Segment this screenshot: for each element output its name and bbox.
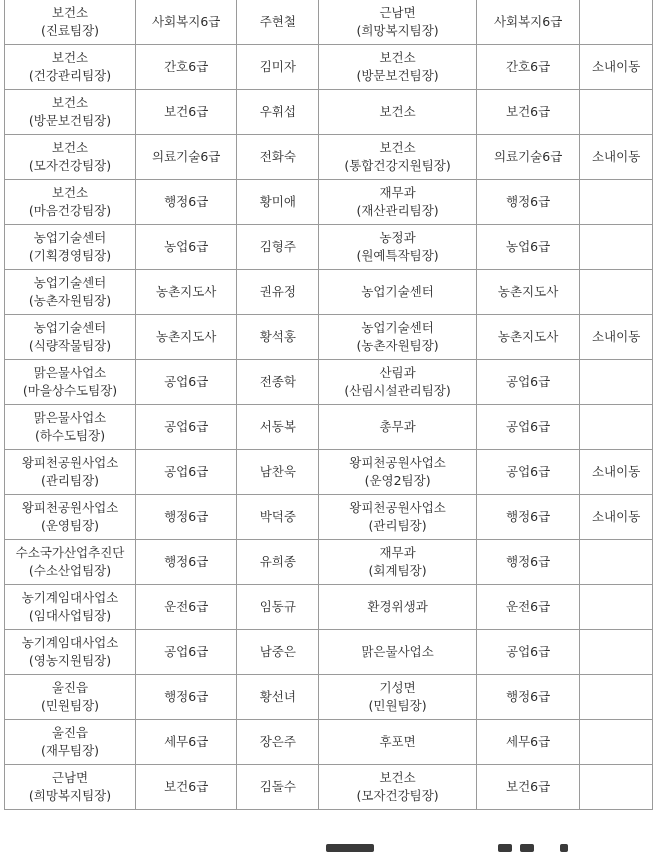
grade-cell xyxy=(136,315,237,360)
new-post-cell-text: 왕피천공원사업소 xyxy=(349,455,446,470)
current-post-cell-text: (방문보건팀장) xyxy=(28,113,112,128)
new-grade-cell xyxy=(476,765,579,810)
page-edge xyxy=(656,0,660,854)
new-grade-cell-text: 공업6급 xyxy=(506,374,551,389)
grade-cell xyxy=(136,540,237,585)
name-cell-text: 김형주 xyxy=(259,239,296,254)
name-cell xyxy=(237,45,319,90)
name-cell xyxy=(237,90,319,135)
name-cell xyxy=(237,540,319,585)
current-post-cell-text: 농업기술센터 xyxy=(33,275,107,290)
new-post-cell xyxy=(319,315,477,360)
grade-cell xyxy=(136,180,237,225)
new-grade-cell xyxy=(476,0,579,45)
current-post-cell-text: 근남면 xyxy=(51,770,89,785)
new-post-cell-text: 보건소 xyxy=(379,50,416,65)
new-grade-cell xyxy=(476,135,579,180)
current-post-cell-text: (마음건강팀장) xyxy=(28,203,112,218)
grade-cell xyxy=(136,0,237,45)
current-post-cell xyxy=(5,450,136,495)
new-post-cell-text: 기성면 xyxy=(379,680,416,695)
new-grade-cell xyxy=(476,180,579,225)
current-post-cell xyxy=(5,225,136,270)
name-cell-text: 전종학 xyxy=(259,374,296,389)
new-post-cell-text: (재산관리팀장) xyxy=(356,203,439,218)
note-cell xyxy=(580,180,653,225)
grade-cell xyxy=(136,630,237,675)
new-post-cell xyxy=(319,450,477,495)
grade-cell-text: 농업6급 xyxy=(164,239,209,254)
new-post-cell xyxy=(319,765,477,810)
new-post-cell xyxy=(319,405,477,450)
new-grade-cell-text: 세무6급 xyxy=(506,734,551,749)
name-cell xyxy=(237,270,319,315)
new-post-cell-text: 재무과 xyxy=(379,185,416,200)
note-cell xyxy=(580,450,653,495)
current-post-cell-text: 울진읍 xyxy=(51,680,89,695)
new-post-cell xyxy=(319,720,477,765)
new-post-cell-text: 보건소 xyxy=(379,140,416,155)
name-cell xyxy=(237,630,319,675)
current-post-cell-text: (수소산업팀장) xyxy=(28,563,112,578)
new-grade-cell-text: 행정6급 xyxy=(506,554,551,569)
new-post-cell xyxy=(319,135,477,180)
new-grade-cell-text: 사회복지6급 xyxy=(493,14,563,29)
new-post-cell-text: 환경위생과 xyxy=(367,599,428,614)
current-post-cell xyxy=(5,585,136,630)
table-row xyxy=(5,180,653,225)
new-post-cell-text: 농업기술센터 xyxy=(361,320,434,335)
name-cell-text: 황선녀 xyxy=(259,689,296,704)
current-post-cell-text: (진료팀장) xyxy=(40,23,100,38)
current-post-cell-text: 농업기술센터 xyxy=(33,230,107,245)
new-grade-cell-text: 보건6급 xyxy=(506,779,551,794)
new-grade-cell xyxy=(476,270,579,315)
grade-cell-text: 공업6급 xyxy=(164,374,209,389)
note-cell xyxy=(580,765,653,810)
note-cell xyxy=(580,45,653,90)
new-post-cell-text: (통합건강지원팀장) xyxy=(344,158,451,173)
current-post-cell xyxy=(5,135,136,180)
new-grade-cell xyxy=(476,315,579,360)
grade-cell xyxy=(136,495,237,540)
note-cell xyxy=(580,405,653,450)
table-row xyxy=(5,495,653,540)
note-cell xyxy=(580,315,653,360)
current-post-cell-text: 수소국가산업추진단 xyxy=(15,545,125,560)
personnel-table xyxy=(4,0,653,810)
grade-cell-text: 세무6급 xyxy=(164,734,209,749)
grade-cell xyxy=(136,135,237,180)
new-post-cell-text: 농업기술센터 xyxy=(361,284,434,299)
new-post-cell-text: 보건소 xyxy=(379,104,416,119)
name-cell-text: 유희종 xyxy=(259,554,296,569)
current-post-cell xyxy=(5,720,136,765)
name-cell-text: 김돌수 xyxy=(259,779,296,794)
table-row xyxy=(5,270,653,315)
name-cell xyxy=(237,720,319,765)
new-grade-cell xyxy=(476,45,579,90)
personnel-table-body xyxy=(5,0,653,810)
grade-cell-text: 행정6급 xyxy=(164,509,209,524)
current-post-cell-text: 왕피천공원사업소 xyxy=(21,500,119,515)
table-row xyxy=(5,765,653,810)
new-post-cell xyxy=(319,270,477,315)
name-cell xyxy=(237,135,319,180)
current-post-cell xyxy=(5,540,136,585)
grade-cell xyxy=(136,450,237,495)
grade-cell-text: 보건6급 xyxy=(164,104,209,119)
name-cell-text: 주현철 xyxy=(259,14,296,29)
new-grade-cell-text: 농촌지도사 xyxy=(497,329,559,344)
grade-cell-text: 행정6급 xyxy=(164,194,209,209)
new-post-cell-text: 왕피천공원사업소 xyxy=(349,500,446,515)
new-post-cell-text: (농촌자원팀장) xyxy=(356,338,439,353)
new-grade-cell xyxy=(476,450,579,495)
note-cell xyxy=(580,495,653,540)
new-grade-cell-text: 간호6급 xyxy=(506,59,551,74)
current-post-cell-text: (마을상수도팀장) xyxy=(22,383,118,398)
current-post-cell-text: 울진읍 xyxy=(51,725,89,740)
grade-cell xyxy=(136,90,237,135)
new-post-cell-text: (관리팀장) xyxy=(368,518,427,533)
current-post-cell-text: (운영팀장) xyxy=(40,518,100,533)
new-grade-cell-text: 공업6급 xyxy=(506,464,551,479)
current-post-cell-text: (농촌자원팀장) xyxy=(28,293,112,308)
grade-cell xyxy=(136,45,237,90)
grade-cell-text: 보건6급 xyxy=(164,779,209,794)
note-cell xyxy=(580,675,653,720)
new-grade-cell-text: 의료기술6급 xyxy=(493,149,563,164)
new-post-cell-text: (방문보건팀장) xyxy=(356,68,439,83)
current-post-cell xyxy=(5,495,136,540)
current-post-cell-text: 농기계임대사업소 xyxy=(21,590,119,605)
current-post-cell-text: (건강관리팀장) xyxy=(28,68,112,83)
current-post-cell xyxy=(5,675,136,720)
grade-cell-text: 공업6급 xyxy=(164,464,209,479)
grade-cell xyxy=(136,225,237,270)
table-row xyxy=(5,585,653,630)
table-row xyxy=(5,630,653,675)
grade-cell-text: 농촌지도사 xyxy=(156,329,217,344)
grade-cell-text: 공업6급 xyxy=(164,419,209,434)
new-post-cell-text: 맑은물사업소 xyxy=(361,644,434,659)
new-post-cell xyxy=(319,540,477,585)
name-cell-text: 남중은 xyxy=(259,644,296,659)
name-cell-text: 장은주 xyxy=(259,734,296,749)
current-post-cell-text: (재무팀장) xyxy=(40,743,100,758)
current-post-cell xyxy=(5,765,136,810)
name-cell-text: 남찬욱 xyxy=(259,464,296,479)
new-post-cell-text: (민원팀장) xyxy=(368,698,427,713)
new-post-cell xyxy=(319,675,477,720)
new-post-cell-text: (원예특작팀장) xyxy=(356,248,439,263)
table-row xyxy=(5,315,653,360)
new-post-cell-text: (희망복지팀장) xyxy=(356,23,439,38)
new-post-cell xyxy=(319,495,477,540)
name-cell xyxy=(237,585,319,630)
new-grade-cell-text: 보건6급 xyxy=(506,104,551,119)
new-post-cell-text: 보건소 xyxy=(379,770,416,785)
current-post-cell xyxy=(5,405,136,450)
grade-cell xyxy=(136,405,237,450)
current-post-cell xyxy=(5,180,136,225)
new-post-cell xyxy=(319,585,477,630)
grade-cell xyxy=(136,720,237,765)
new-post-cell-text: (회계팀장) xyxy=(368,563,427,578)
current-post-cell xyxy=(5,630,136,675)
new-post-cell xyxy=(319,0,477,45)
new-post-cell-text: (모자건강팀장) xyxy=(356,788,439,803)
table-row xyxy=(5,360,653,405)
name-cell xyxy=(237,765,319,810)
name-cell xyxy=(237,675,319,720)
grade-cell-text: 간호6급 xyxy=(164,59,209,74)
name-cell-text: 김미자 xyxy=(259,59,296,74)
table-row xyxy=(5,540,653,585)
note-cell xyxy=(580,225,653,270)
grade-cell xyxy=(136,585,237,630)
new-grade-cell-text: 농촌지도사 xyxy=(497,284,559,299)
grade-cell-text: 행정6급 xyxy=(164,554,209,569)
note-cell xyxy=(580,360,653,405)
cropped-footer-text xyxy=(0,828,660,854)
note-cell xyxy=(580,135,653,180)
current-post-cell-text: 보건소 xyxy=(51,185,89,200)
new-grade-cell-text: 농업6급 xyxy=(506,239,551,254)
new-post-cell xyxy=(319,630,477,675)
current-post-cell xyxy=(5,45,136,90)
new-grade-cell xyxy=(476,675,579,720)
new-post-cell-text: 산림과 xyxy=(379,365,416,380)
new-post-cell xyxy=(319,225,477,270)
new-grade-cell-text: 운전6급 xyxy=(506,599,551,614)
current-post-cell-text: (하수도팀장) xyxy=(34,428,106,443)
grade-cell-text: 행정6급 xyxy=(164,689,209,704)
new-grade-cell xyxy=(476,630,579,675)
current-post-cell xyxy=(5,0,136,45)
current-post-cell-text: 맑은물사업소 xyxy=(33,365,107,380)
new-post-cell xyxy=(319,90,477,135)
grade-cell xyxy=(136,270,237,315)
name-cell-text: 임동규 xyxy=(259,599,296,614)
current-post-cell-text: 맑은물사업소 xyxy=(33,410,107,425)
note-cell-text: 소내이동 xyxy=(591,149,641,164)
new-post-cell xyxy=(319,45,477,90)
name-cell xyxy=(237,225,319,270)
name-cell xyxy=(237,0,319,45)
new-post-cell-text: (산림시설관리팀장) xyxy=(344,383,451,398)
table-row xyxy=(5,405,653,450)
grade-cell xyxy=(136,675,237,720)
note-cell-text: 소내이동 xyxy=(591,509,641,524)
grade-cell-text: 운전6급 xyxy=(164,599,209,614)
current-post-cell-text: 농업기술센터 xyxy=(33,320,107,335)
current-post-cell-text: (모자건강팀장) xyxy=(28,158,112,173)
current-post-cell-text: (영농지원팀장) xyxy=(28,653,112,668)
new-grade-cell-text: 행정6급 xyxy=(506,689,551,704)
new-grade-cell xyxy=(476,720,579,765)
name-cell-text: 황미애 xyxy=(259,194,296,209)
current-post-cell-text: (기획경영팀장) xyxy=(28,248,112,263)
grade-cell xyxy=(136,765,237,810)
new-post-cell-text: 근남면 xyxy=(379,5,416,20)
current-post-cell xyxy=(5,270,136,315)
current-post-cell xyxy=(5,90,136,135)
new-grade-cell xyxy=(476,405,579,450)
name-cell xyxy=(237,450,319,495)
current-post-cell-text: (민원팀장) xyxy=(40,698,100,713)
current-post-cell-text: 보건소 xyxy=(51,5,89,20)
new-grade-cell-text: 행정6급 xyxy=(506,194,551,209)
current-post-cell-text: 보건소 xyxy=(51,95,89,110)
new-post-cell-text: 총무과 xyxy=(379,419,416,434)
new-grade-cell xyxy=(476,225,579,270)
new-grade-cell xyxy=(476,540,579,585)
new-grade-cell xyxy=(476,90,579,135)
new-grade-cell-text: 행정6급 xyxy=(506,509,551,524)
name-cell-text: 박덕중 xyxy=(259,509,296,524)
note-cell-text: 소내이동 xyxy=(591,329,641,344)
new-grade-cell-text: 공업6급 xyxy=(506,644,551,659)
note-cell xyxy=(580,585,653,630)
grade-cell-text: 사회복지6급 xyxy=(152,14,221,29)
current-post-cell-text: 농기계임대사업소 xyxy=(21,635,119,650)
current-post-cell xyxy=(5,315,136,360)
new-post-cell xyxy=(319,360,477,405)
note-cell xyxy=(580,270,653,315)
table-row xyxy=(5,135,653,180)
new-grade-cell xyxy=(476,495,579,540)
name-cell xyxy=(237,405,319,450)
current-post-cell xyxy=(5,360,136,405)
current-post-cell-text: 왕피천공원사업소 xyxy=(21,455,119,470)
name-cell xyxy=(237,495,319,540)
grade-cell xyxy=(136,360,237,405)
name-cell-text: 서동복 xyxy=(259,419,296,434)
table-row xyxy=(5,720,653,765)
note-cell xyxy=(580,90,653,135)
name-cell xyxy=(237,315,319,360)
new-post-cell-text: 후포면 xyxy=(379,734,416,749)
table-row xyxy=(5,90,653,135)
new-grade-cell-text: 공업6급 xyxy=(506,419,551,434)
current-post-cell-text: 보건소 xyxy=(51,50,89,65)
grade-cell-text: 농촌지도사 xyxy=(156,284,217,299)
note-cell xyxy=(580,720,653,765)
table-row xyxy=(5,0,653,45)
new-post-cell-text: 농정과 xyxy=(379,230,416,245)
name-cell xyxy=(237,360,319,405)
table-row xyxy=(5,675,653,720)
table-row xyxy=(5,450,653,495)
current-post-cell-text: (임대사업팀장) xyxy=(28,608,112,623)
name-cell xyxy=(237,180,319,225)
name-cell-text: 황석홍 xyxy=(259,329,296,344)
new-grade-cell xyxy=(476,585,579,630)
name-cell-text: 권유정 xyxy=(259,284,296,299)
new-post-cell-text: 재무과 xyxy=(379,545,416,560)
name-cell-text: 전화숙 xyxy=(259,149,296,164)
note-cell-text: 소내이동 xyxy=(591,59,641,74)
note-cell-text: 소내이동 xyxy=(591,464,641,479)
grade-cell-text: 공업6급 xyxy=(164,644,209,659)
current-post-cell-text: (희망복지팀장) xyxy=(28,788,112,803)
current-post-cell-text: 보건소 xyxy=(51,140,89,155)
table-row xyxy=(5,225,653,270)
current-post-cell-text: (식량작물팀장) xyxy=(28,338,112,353)
note-cell xyxy=(580,630,653,675)
name-cell-text: 우휘섭 xyxy=(259,104,296,119)
current-post-cell-text: (관리팀장) xyxy=(40,473,100,488)
table-row xyxy=(5,45,653,90)
note-cell xyxy=(580,0,653,45)
new-post-cell xyxy=(319,180,477,225)
grade-cell-text: 의료기술6급 xyxy=(152,149,221,164)
note-cell xyxy=(580,540,653,585)
new-grade-cell xyxy=(476,360,579,405)
new-post-cell-text: (운영2팀장) xyxy=(364,473,431,488)
